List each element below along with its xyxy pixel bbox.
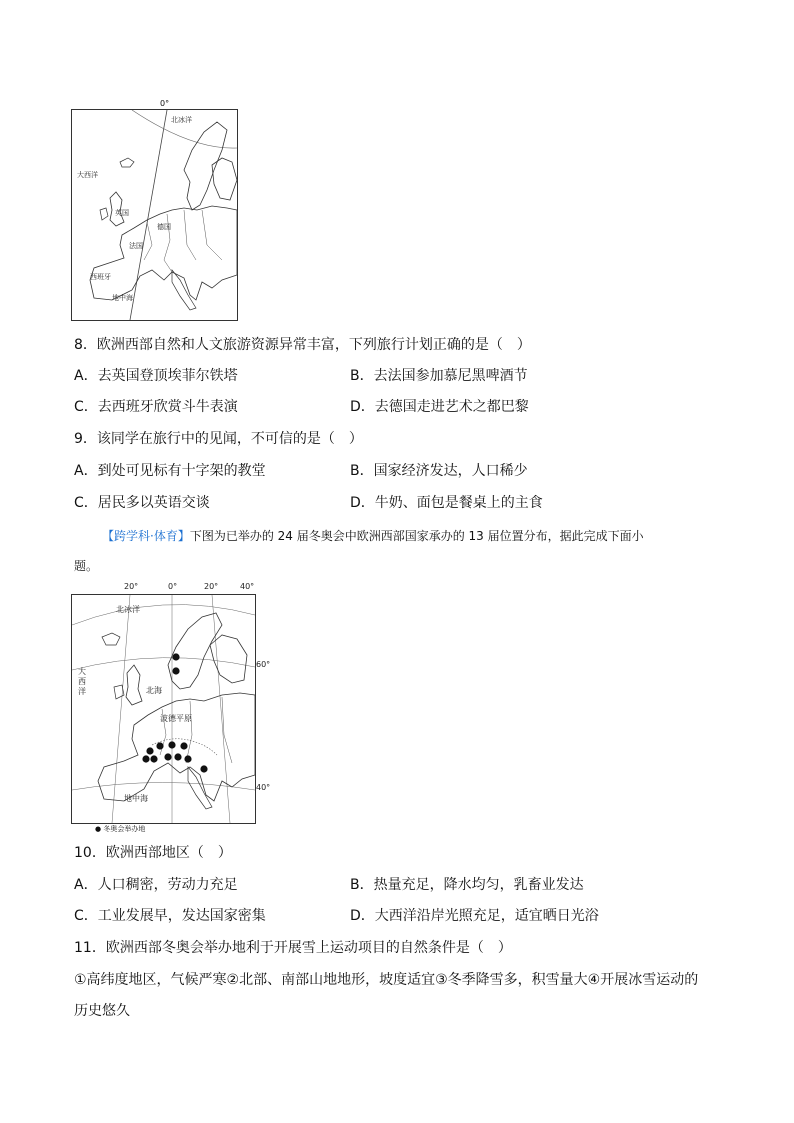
map2-top-degree-3: 20° — [204, 582, 219, 591]
question-8-stem: 8．欧洲西部自然和人文旅游资源异常丰富，下列旅行计划正确的是（ ） — [74, 337, 531, 353]
host-city-dot — [146, 747, 153, 754]
legend-label: 冬奥会举办地 — [103, 825, 146, 833]
host-city-dot — [180, 742, 187, 749]
europe-map-2-graphic — [72, 595, 255, 823]
map2-legend — [95, 824, 145, 834]
question-10-option-c[interactable]: C．工业发展早，发达国家密集 — [74, 908, 266, 924]
map2-label-plain: 波德平原 — [160, 714, 192, 723]
intro-text-line1: 下图为已举办的 24 届冬奥会中欧洲西部国家承办的 13 届位置分布，据此完成下面小 — [189, 529, 644, 543]
map2-label-atlantic: 大西洋 — [78, 667, 86, 696]
question-8-option-b[interactable]: B．去法国参加慕尼黑啤酒节 — [350, 368, 528, 384]
question-8-option-d[interactable]: D．去德国走进艺术之都巴黎 — [350, 399, 529, 415]
question-10-option-a[interactable]: A．人口稠密，劳动力充足 — [74, 877, 238, 893]
host-city-dot — [164, 753, 171, 760]
question-8-option-a[interactable]: A．去英国登顶埃菲尔铁塔 — [74, 368, 238, 384]
host-city-dot — [172, 667, 179, 674]
question-10-stem: 10．欧洲西部地区（ ） — [74, 845, 232, 861]
host-city-dot — [200, 765, 207, 772]
map2-label-arctic: 北冰洋 — [116, 605, 140, 614]
host-city-dot — [174, 753, 181, 760]
map1-label-atlantic: 大西洋 — [77, 171, 98, 179]
question-11-statements-line1: ①高纬度地区，气候严寒②北部、南部山地地形，坡度适宜③冬季降雪多，积雪量大④开展冰雪运动的 — [74, 972, 699, 988]
question-10-option-d[interactable]: D．大西洋沿岸光照充足，适宜晒日光浴 — [350, 908, 599, 924]
host-city-dot — [168, 741, 175, 748]
map1-label-spain: 西班牙 — [90, 273, 111, 281]
host-city-dot — [156, 742, 163, 749]
map1-label-uk: 英国 — [115, 209, 129, 217]
question-9-option-b[interactable]: B．国家经济发达，人口稀少 — [350, 463, 528, 479]
intro-paragraph — [102, 526, 722, 546]
map2-top-degree-2: 0° — [168, 582, 178, 591]
map1-top-degree: 0° — [160, 99, 170, 108]
host-city-dot — [172, 653, 179, 660]
legend-dot-icon: ● — [95, 825, 102, 833]
europe-map-1 — [71, 109, 238, 321]
europe-map-2 — [71, 594, 256, 824]
question-9-stem: 9．该同学在旅行中的见闻，不可信的是（ ） — [74, 431, 363, 447]
host-city-dot — [150, 755, 157, 762]
intro-text-line2: 题。 — [74, 559, 99, 573]
question-9-option-c[interactable]: C．居民多以英语交谈 — [74, 495, 210, 511]
question-10-option-b[interactable]: B．热量充足，降水均匀，乳畜业发达 — [350, 877, 584, 893]
question-9-option-d[interactable]: D．牛奶、面包是餐桌上的主食 — [350, 495, 543, 511]
map2-label-mediterranean: 地中海 — [124, 794, 148, 803]
question-9-option-a[interactable]: A．到处可见标有十字架的教堂 — [74, 463, 266, 479]
map2-top-degree-4: 40° — [240, 582, 255, 591]
map1-label-mediterranean: 地中海 — [112, 294, 133, 302]
map2-top-degree-1: 20° — [124, 582, 139, 591]
europe-map-1-graphic — [72, 110, 237, 320]
map2-right-degree-40: 40° — [256, 783, 271, 792]
map1-label-france: 法国 — [129, 242, 143, 250]
map1-label-germany: 德国 — [157, 223, 171, 231]
map2-label-north-sea: 北海 — [146, 686, 162, 695]
question-8-option-c[interactable]: C．去西班牙欣赏斗牛表演 — [74, 399, 238, 415]
intro-tag: 【跨学科·体育】 — [102, 529, 190, 543]
map1-label-arctic: 北冰洋 — [171, 116, 192, 124]
question-11-statements-line2: 历史悠久 — [74, 1003, 130, 1019]
host-city-dot — [142, 755, 149, 762]
question-11-stem: 11．欧洲西部冬奥会举办地利于开展雪上运动项目的自然条件是（ ） — [74, 940, 512, 956]
host-city-dot — [184, 755, 191, 762]
map2-right-degree-60: 60° — [256, 660, 271, 669]
